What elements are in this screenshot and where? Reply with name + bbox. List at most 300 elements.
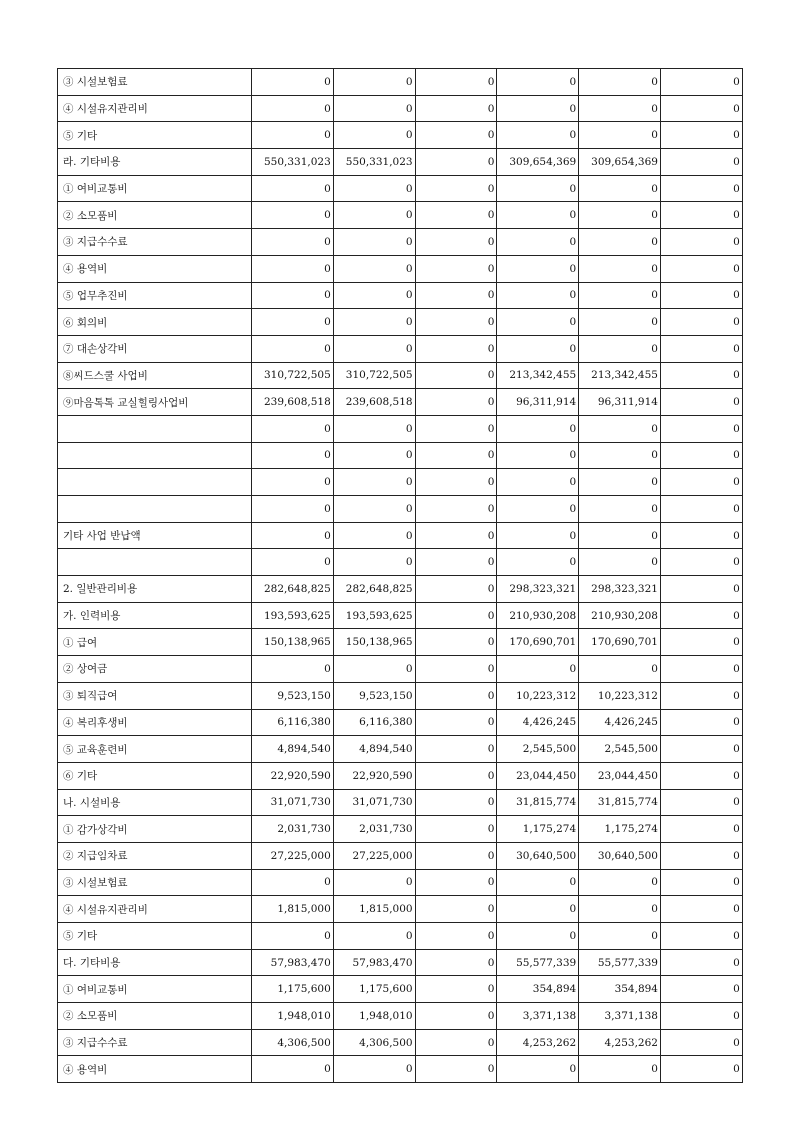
amount-cell: 0 xyxy=(252,656,334,683)
table-row xyxy=(58,1056,743,1083)
table-row xyxy=(58,1003,743,1030)
table-row xyxy=(58,976,743,1003)
row-label xyxy=(58,442,252,469)
amount-cell: 1,948,010 xyxy=(333,1003,415,1030)
amount-cell: 0 xyxy=(415,69,497,96)
table-row xyxy=(58,69,743,96)
table-row xyxy=(58,736,743,763)
amount-cell: 0 xyxy=(415,175,497,202)
amount-cell: 0 xyxy=(415,762,497,789)
amount-cell: 0 xyxy=(415,736,497,763)
table-row xyxy=(58,869,743,896)
amount-cell: 0 xyxy=(579,869,661,896)
row-label xyxy=(58,469,252,496)
row-label: ④ 복리후생비 xyxy=(58,709,252,736)
amount-cell: 0 xyxy=(333,496,415,523)
amount-cell: 0 xyxy=(415,415,497,442)
row-label: ⑦ 대손상각비 xyxy=(58,335,252,362)
amount-cell: 1,175,274 xyxy=(579,816,661,843)
row-label: ④ 용역비 xyxy=(58,1056,252,1083)
amount-cell: 0 xyxy=(660,869,742,896)
amount-cell: 0 xyxy=(333,122,415,149)
amount-cell: 1,948,010 xyxy=(252,1003,334,1030)
amount-cell: 0 xyxy=(252,496,334,523)
table-row xyxy=(58,496,743,523)
amount-cell: 0 xyxy=(579,335,661,362)
table-row xyxy=(58,175,743,202)
table-row xyxy=(58,949,743,976)
amount-cell: 0 xyxy=(579,122,661,149)
amount-cell: 354,894 xyxy=(579,976,661,1003)
amount-cell: 1,175,274 xyxy=(497,816,579,843)
table-row xyxy=(58,522,743,549)
amount-cell: 0 xyxy=(415,602,497,629)
amount-cell: 55,577,339 xyxy=(579,949,661,976)
amount-cell: 0 xyxy=(579,202,661,229)
amount-cell: 0 xyxy=(415,816,497,843)
amount-cell: 309,654,369 xyxy=(579,149,661,176)
row-label: ④ 용역비 xyxy=(58,255,252,282)
amount-cell: 0 xyxy=(497,335,579,362)
expense-table-body xyxy=(58,69,743,1083)
amount-cell: 0 xyxy=(252,95,334,122)
amount-cell: 0 xyxy=(415,842,497,869)
amount-cell: 0 xyxy=(415,549,497,576)
amount-cell: 193,593,625 xyxy=(333,602,415,629)
table-row xyxy=(58,789,743,816)
amount-cell: 213,342,455 xyxy=(579,362,661,389)
amount-cell: 0 xyxy=(497,923,579,950)
amount-cell: 0 xyxy=(579,415,661,442)
amount-cell: 0 xyxy=(497,442,579,469)
amount-cell: 1,815,000 xyxy=(333,896,415,923)
row-label: ① 여비교통비 xyxy=(58,976,252,1003)
amount-cell: 0 xyxy=(252,122,334,149)
amount-cell: 0 xyxy=(660,682,742,709)
amount-cell: 0 xyxy=(660,309,742,336)
row-label: ③ 지급수수료 xyxy=(58,229,252,256)
amount-cell: 0 xyxy=(660,762,742,789)
row-label: ④ 시설유지관리비 xyxy=(58,896,252,923)
table-row xyxy=(58,389,743,416)
amount-cell: 0 xyxy=(497,282,579,309)
amount-cell: 0 xyxy=(333,69,415,96)
amount-cell: 0 xyxy=(333,522,415,549)
table-row xyxy=(58,629,743,656)
amount-cell: 0 xyxy=(660,202,742,229)
table-row xyxy=(58,415,743,442)
amount-cell: 6,116,380 xyxy=(252,709,334,736)
amount-cell: 0 xyxy=(660,442,742,469)
amount-cell: 22,920,590 xyxy=(333,762,415,789)
amount-cell: 0 xyxy=(415,362,497,389)
amount-cell: 0 xyxy=(497,229,579,256)
amount-cell: 0 xyxy=(252,923,334,950)
amount-cell: 282,648,825 xyxy=(333,576,415,603)
amount-cell: 0 xyxy=(252,549,334,576)
table-row xyxy=(58,842,743,869)
amount-cell: 0 xyxy=(333,229,415,256)
amount-cell: 6,116,380 xyxy=(333,709,415,736)
amount-cell: 27,225,000 xyxy=(252,842,334,869)
table-row xyxy=(58,255,743,282)
row-label: ⑤ 기타 xyxy=(58,923,252,950)
amount-cell: 0 xyxy=(415,202,497,229)
amount-cell: 4,306,500 xyxy=(333,1029,415,1056)
amount-cell: 0 xyxy=(252,202,334,229)
table-row xyxy=(58,362,743,389)
amount-cell: 0 xyxy=(333,255,415,282)
amount-cell: 0 xyxy=(579,95,661,122)
table-row xyxy=(58,95,743,122)
amount-cell: 550,331,023 xyxy=(252,149,334,176)
amount-cell: 0 xyxy=(415,896,497,923)
amount-cell: 0 xyxy=(252,309,334,336)
amount-cell: 4,894,540 xyxy=(252,736,334,763)
amount-cell: 0 xyxy=(660,362,742,389)
amount-cell: 0 xyxy=(660,549,742,576)
amount-cell: 0 xyxy=(660,842,742,869)
row-label: ⑤ 기타 xyxy=(58,122,252,149)
amount-cell: 3,371,138 xyxy=(579,1003,661,1030)
amount-cell: 0 xyxy=(497,549,579,576)
table-row xyxy=(58,282,743,309)
table-row xyxy=(58,229,743,256)
amount-cell: 298,323,321 xyxy=(497,576,579,603)
amount-cell: 0 xyxy=(415,389,497,416)
amount-cell: 0 xyxy=(415,976,497,1003)
row-label xyxy=(58,496,252,523)
amount-cell: 0 xyxy=(579,896,661,923)
amount-cell: 0 xyxy=(333,549,415,576)
amount-cell: 0 xyxy=(660,335,742,362)
table-row xyxy=(58,335,743,362)
row-label: ② 상여금 xyxy=(58,656,252,683)
amount-cell: 2,031,730 xyxy=(333,816,415,843)
amount-cell: 0 xyxy=(497,122,579,149)
amount-cell: 30,640,500 xyxy=(497,842,579,869)
amount-cell: 0 xyxy=(415,496,497,523)
amount-cell: 0 xyxy=(415,1056,497,1083)
amount-cell: 1,815,000 xyxy=(252,896,334,923)
amount-cell: 2,031,730 xyxy=(252,816,334,843)
amount-cell: 0 xyxy=(579,282,661,309)
amount-cell: 0 xyxy=(333,869,415,896)
amount-cell: 0 xyxy=(252,229,334,256)
row-label: 2. 일반관리비용 xyxy=(58,576,252,603)
amount-cell: 0 xyxy=(415,709,497,736)
amount-cell: 0 xyxy=(579,175,661,202)
amount-cell: 239,608,518 xyxy=(333,389,415,416)
amount-cell: 0 xyxy=(333,202,415,229)
amount-cell: 0 xyxy=(660,1029,742,1056)
table-row xyxy=(58,656,743,683)
amount-cell: 0 xyxy=(333,95,415,122)
amount-cell: 0 xyxy=(660,816,742,843)
amount-cell: 0 xyxy=(415,442,497,469)
amount-cell: 0 xyxy=(333,335,415,362)
amount-cell: 0 xyxy=(579,549,661,576)
row-label: 가. 인력비용 xyxy=(58,602,252,629)
table-row xyxy=(58,896,743,923)
amount-cell: 0 xyxy=(660,923,742,950)
amount-cell: 170,690,701 xyxy=(497,629,579,656)
amount-cell: 4,426,245 xyxy=(497,709,579,736)
amount-cell: 0 xyxy=(333,282,415,309)
table-row xyxy=(58,202,743,229)
amount-cell: 0 xyxy=(660,122,742,149)
row-label: ⑥ 기타 xyxy=(58,762,252,789)
amount-cell: 0 xyxy=(660,656,742,683)
amount-cell: 282,648,825 xyxy=(252,576,334,603)
amount-cell: 0 xyxy=(660,282,742,309)
amount-cell: 2,545,500 xyxy=(579,736,661,763)
amount-cell: 0 xyxy=(497,469,579,496)
amount-cell: 550,331,023 xyxy=(333,149,415,176)
amount-cell: 309,654,369 xyxy=(497,149,579,176)
amount-cell: 96,311,914 xyxy=(497,389,579,416)
row-label: 나. 시설비용 xyxy=(58,789,252,816)
amount-cell: 0 xyxy=(579,469,661,496)
amount-cell: 0 xyxy=(660,896,742,923)
row-label: ② 소모품비 xyxy=(58,1003,252,1030)
amount-cell: 57,983,470 xyxy=(252,949,334,976)
amount-cell: 0 xyxy=(415,522,497,549)
amount-cell: 0 xyxy=(415,949,497,976)
amount-cell: 0 xyxy=(497,496,579,523)
amount-cell: 4,253,262 xyxy=(497,1029,579,1056)
amount-cell: 0 xyxy=(333,923,415,950)
amount-cell: 2,545,500 xyxy=(497,736,579,763)
amount-cell: 0 xyxy=(252,415,334,442)
row-label: ③ 퇴직급여 xyxy=(58,682,252,709)
amount-cell: 0 xyxy=(579,309,661,336)
amount-cell: 0 xyxy=(333,469,415,496)
amount-cell: 4,426,245 xyxy=(579,709,661,736)
amount-cell: 0 xyxy=(579,255,661,282)
amount-cell: 0 xyxy=(333,309,415,336)
amount-cell: 0 xyxy=(660,389,742,416)
row-label: ⑤ 업무추진비 xyxy=(58,282,252,309)
amount-cell: 10,223,312 xyxy=(579,682,661,709)
row-label: ③ 시설보험료 xyxy=(58,69,252,96)
amount-cell: 0 xyxy=(415,229,497,256)
amount-cell: 0 xyxy=(252,69,334,96)
row-label: 라. 기타비용 xyxy=(58,149,252,176)
table-row xyxy=(58,549,743,576)
amount-cell: 0 xyxy=(497,202,579,229)
table-row xyxy=(58,576,743,603)
table-row xyxy=(58,442,743,469)
amount-cell: 10,223,312 xyxy=(497,682,579,709)
table-row xyxy=(58,309,743,336)
table-row xyxy=(58,816,743,843)
amount-cell: 0 xyxy=(579,1056,661,1083)
amount-cell: 0 xyxy=(497,869,579,896)
amount-cell: 0 xyxy=(415,309,497,336)
amount-cell: 0 xyxy=(497,522,579,549)
amount-cell: 0 xyxy=(415,255,497,282)
amount-cell: 150,138,965 xyxy=(252,629,334,656)
amount-cell: 0 xyxy=(660,1003,742,1030)
amount-cell: 0 xyxy=(333,175,415,202)
amount-cell: 0 xyxy=(415,869,497,896)
amount-cell: 0 xyxy=(497,896,579,923)
amount-cell: 0 xyxy=(415,282,497,309)
amount-cell: 0 xyxy=(415,149,497,176)
amount-cell: 0 xyxy=(415,923,497,950)
amount-cell: 27,225,000 xyxy=(333,842,415,869)
amount-cell: 0 xyxy=(252,255,334,282)
amount-cell: 0 xyxy=(252,282,334,309)
row-label: ① 급여 xyxy=(58,629,252,656)
table-row xyxy=(58,469,743,496)
row-label: ① 감가상각비 xyxy=(58,816,252,843)
amount-cell: 0 xyxy=(415,576,497,603)
amount-cell: 0 xyxy=(660,149,742,176)
amount-cell: 0 xyxy=(333,656,415,683)
amount-cell: 0 xyxy=(660,496,742,523)
amount-cell: 0 xyxy=(415,656,497,683)
amount-cell: 0 xyxy=(497,95,579,122)
amount-cell: 0 xyxy=(579,229,661,256)
amount-cell: 210,930,208 xyxy=(497,602,579,629)
amount-cell: 3,371,138 xyxy=(497,1003,579,1030)
amount-cell: 0 xyxy=(415,469,497,496)
row-label: ① 여비교통비 xyxy=(58,175,252,202)
row-label: 다. 기타비용 xyxy=(58,949,252,976)
amount-cell: 0 xyxy=(333,1056,415,1083)
amount-cell: 0 xyxy=(660,415,742,442)
row-label: ② 지급임차료 xyxy=(58,842,252,869)
amount-cell: 0 xyxy=(660,469,742,496)
amount-cell: 0 xyxy=(660,709,742,736)
amount-cell: 9,523,150 xyxy=(333,682,415,709)
amount-cell: 0 xyxy=(579,496,661,523)
amount-cell: 0 xyxy=(660,949,742,976)
amount-cell: 0 xyxy=(497,309,579,336)
amount-cell: 0 xyxy=(579,923,661,950)
row-label: ⑨마음톡톡 교실힐링사업비 xyxy=(58,389,252,416)
amount-cell: 4,306,500 xyxy=(252,1029,334,1056)
amount-cell: 23,044,450 xyxy=(497,762,579,789)
amount-cell: 0 xyxy=(660,229,742,256)
amount-cell: 96,311,914 xyxy=(579,389,661,416)
amount-cell: 0 xyxy=(497,255,579,282)
amount-cell: 0 xyxy=(660,976,742,1003)
amount-cell: 0 xyxy=(333,442,415,469)
row-label: ③ 시설보험료 xyxy=(58,869,252,896)
amount-cell: 0 xyxy=(660,789,742,816)
amount-cell: 354,894 xyxy=(497,976,579,1003)
row-label xyxy=(58,549,252,576)
amount-cell: 23,044,450 xyxy=(579,762,661,789)
row-label: ② 소모품비 xyxy=(58,202,252,229)
amount-cell: 0 xyxy=(415,1003,497,1030)
row-label xyxy=(58,415,252,442)
amount-cell: 0 xyxy=(497,69,579,96)
table-row xyxy=(58,122,743,149)
amount-cell: 0 xyxy=(579,69,661,96)
amount-cell: 0 xyxy=(660,602,742,629)
amount-cell: 0 xyxy=(660,95,742,122)
amount-cell: 0 xyxy=(252,335,334,362)
amount-cell: 55,577,339 xyxy=(497,949,579,976)
amount-cell: 0 xyxy=(497,656,579,683)
table-row xyxy=(58,762,743,789)
amount-cell: 0 xyxy=(660,255,742,282)
amount-cell: 210,930,208 xyxy=(579,602,661,629)
row-label: 기타 사업 반납액 xyxy=(58,522,252,549)
amount-cell: 310,722,505 xyxy=(333,362,415,389)
row-label: ③ 지급수수료 xyxy=(58,1029,252,1056)
amount-cell: 213,342,455 xyxy=(497,362,579,389)
table-row xyxy=(58,1029,743,1056)
table-row xyxy=(58,709,743,736)
amount-cell: 0 xyxy=(660,736,742,763)
amount-cell: 0 xyxy=(497,415,579,442)
amount-cell: 0 xyxy=(660,69,742,96)
amount-cell: 0 xyxy=(660,1056,742,1083)
table-row xyxy=(58,602,743,629)
amount-cell: 0 xyxy=(415,1029,497,1056)
row-label: ④ 시설유지관리비 xyxy=(58,95,252,122)
amount-cell: 0 xyxy=(497,1056,579,1083)
amount-cell: 0 xyxy=(252,175,334,202)
amount-cell: 22,920,590 xyxy=(252,762,334,789)
amount-cell: 0 xyxy=(252,869,334,896)
amount-cell: 193,593,625 xyxy=(252,602,334,629)
amount-cell: 4,894,540 xyxy=(333,736,415,763)
amount-cell: 4,253,262 xyxy=(579,1029,661,1056)
amount-cell: 1,175,600 xyxy=(252,976,334,1003)
amount-cell: 0 xyxy=(252,522,334,549)
amount-cell: 0 xyxy=(660,629,742,656)
table-row xyxy=(58,923,743,950)
amount-cell: 30,640,500 xyxy=(579,842,661,869)
amount-cell: 0 xyxy=(333,415,415,442)
amount-cell: 0 xyxy=(579,522,661,549)
amount-cell: 31,815,774 xyxy=(579,789,661,816)
amount-cell: 0 xyxy=(415,335,497,362)
row-label: ⑥ 회의비 xyxy=(58,309,252,336)
amount-cell: 0 xyxy=(415,629,497,656)
amount-cell: 0 xyxy=(415,682,497,709)
table-row xyxy=(58,682,743,709)
amount-cell: 31,071,730 xyxy=(252,789,334,816)
amount-cell: 298,323,321 xyxy=(579,576,661,603)
amount-cell: 0 xyxy=(660,522,742,549)
amount-cell: 239,608,518 xyxy=(252,389,334,416)
amount-cell: 170,690,701 xyxy=(579,629,661,656)
amount-cell: 0 xyxy=(660,175,742,202)
amount-cell: 0 xyxy=(579,656,661,683)
amount-cell: 31,815,774 xyxy=(497,789,579,816)
amount-cell: 0 xyxy=(579,442,661,469)
amount-cell: 0 xyxy=(252,442,334,469)
amount-cell: 31,071,730 xyxy=(333,789,415,816)
amount-cell: 150,138,965 xyxy=(333,629,415,656)
amount-cell: 0 xyxy=(415,95,497,122)
amount-cell: 57,983,470 xyxy=(333,949,415,976)
amount-cell: 0 xyxy=(660,576,742,603)
amount-cell: 9,523,150 xyxy=(252,682,334,709)
amount-cell: 0 xyxy=(415,122,497,149)
row-label: ⑧씨드스쿨 사업비 xyxy=(58,362,252,389)
amount-cell: 0 xyxy=(415,789,497,816)
amount-cell: 0 xyxy=(252,469,334,496)
expense-table xyxy=(57,68,743,1083)
